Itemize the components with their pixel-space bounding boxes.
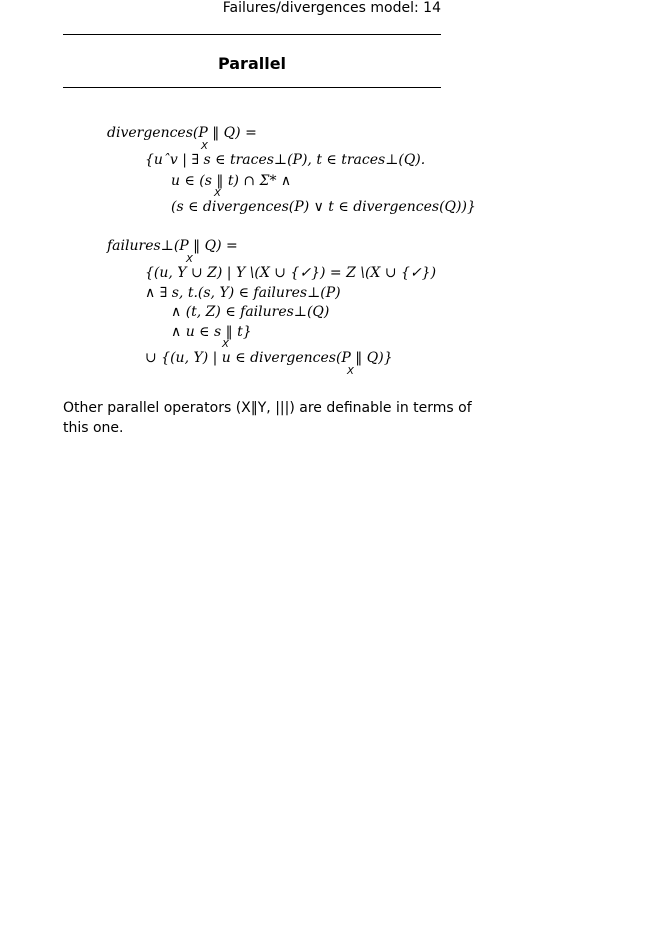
divergences-line-4: (s ∈ divergences(P) ∨ t ∈ divergences(Q))} bbox=[171, 199, 476, 215]
divergences-line-3-subscript: X bbox=[214, 188, 221, 199]
running-header: Failures/divergences model: 14 bbox=[222, 0, 441, 16]
closing-paragraph bbox=[63, 398, 472, 438]
divergences-line-2: {uˆv | ∃ s ∈ traces⊥(P), t ∈ traces⊥(Q). bbox=[145, 152, 426, 168]
failures-line-6: ∪ {(u, Y) | u ∈ divergences(P ‖ Q)} bbox=[145, 350, 393, 366]
failures-line-4: ∧ (t, Z) ∈ failures⊥(Q) bbox=[171, 304, 330, 320]
failures-line-2: {(u, Y ∪ Z) | Y \(X ∪ {✓}) = Z \(X ∪ {✓}) bbox=[145, 265, 437, 281]
bottom-rule bbox=[63, 87, 441, 88]
paragraph-line-1: Other parallel operators (X‖Y, |||) are definable in terms of bbox=[63, 400, 472, 416]
divergences-line-1: divergences(P ‖ Q) = bbox=[107, 125, 257, 141]
section-title: Parallel bbox=[217, 54, 287, 73]
top-rule bbox=[63, 34, 441, 35]
failures-line-1-subscript: X bbox=[186, 254, 193, 265]
failures-line-1: failures⊥(P ‖ Q) = bbox=[107, 238, 238, 254]
paragraph-line-2: this one. bbox=[63, 420, 124, 436]
failures-line-6-subscript: X bbox=[347, 366, 354, 377]
failures-line-5-subscript: X bbox=[222, 339, 229, 350]
divergences-line-1-subscript: X bbox=[201, 141, 208, 152]
divergences-line-3: u ∈ (s ‖ t) ∩ Σ* ∧ bbox=[171, 173, 292, 189]
failures-line-3: ∧ ∃ s, t.(s, Y) ∈ failures⊥(P) bbox=[145, 285, 341, 301]
failures-line-5: ∧ u ∈ s ‖ t} bbox=[171, 324, 252, 340]
